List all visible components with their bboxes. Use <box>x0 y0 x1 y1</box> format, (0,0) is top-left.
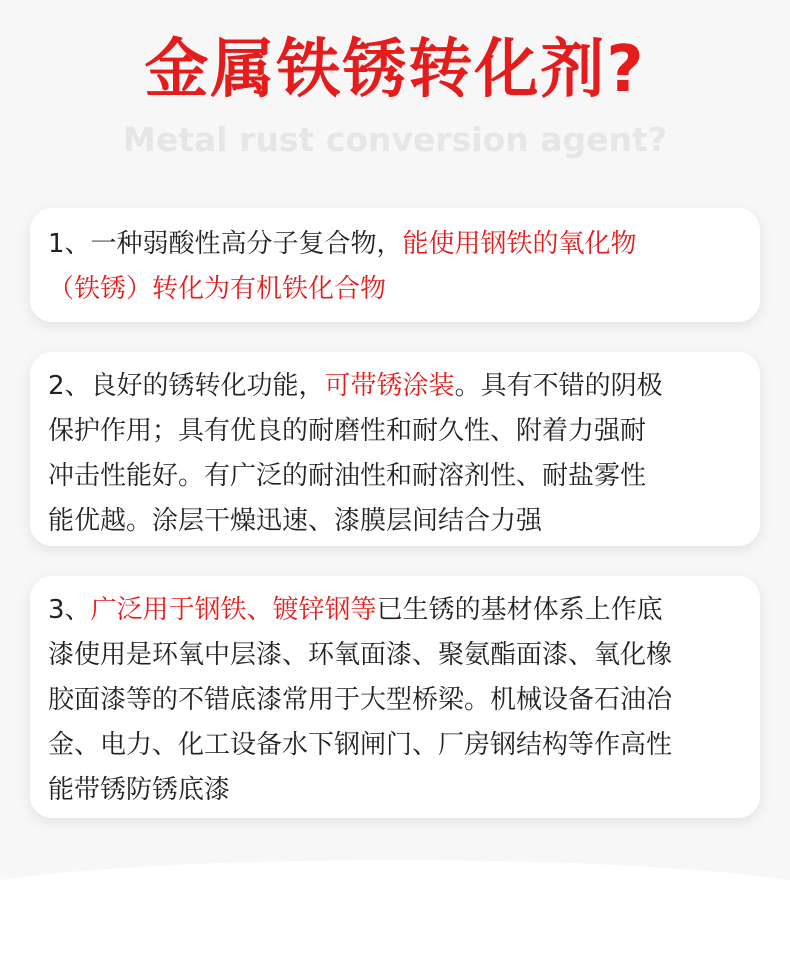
card-2-line-4-text: 能优越。涂层干燥迅速、漆膜层间结合力强 <box>48 506 543 536</box>
card-3-line-4-text: 金、电力、化工设备水下钢闸门、厂房钢结构等作高性 <box>48 730 673 760</box>
card-3-line-1-highlight: 广泛用于钢铁、镀锌钢等 <box>90 595 377 625</box>
page-title: 金属铁锈转化剂? <box>144 33 646 107</box>
bottom-wave-decoration <box>0 860 790 980</box>
card-1-line-1-text: 1、一种弱酸性高分子复合物， <box>48 229 403 259</box>
page-subtitle: Metal rust conversion agent? <box>123 120 667 159</box>
card-2-line-2-text: 保护作用；具有优良的耐磨性和耐久性、附着力强耐 <box>48 416 647 446</box>
card-3-text <box>48 588 742 813</box>
card-2-text <box>48 364 742 544</box>
card-3-line-2-text: 漆使用是环氧中层漆、环氧面漆、聚氨酯面漆、氧化橡 <box>48 640 673 670</box>
card-1-text <box>48 222 742 312</box>
info-card-2 <box>30 352 760 546</box>
info-card-3 <box>30 576 760 818</box>
card-2-line-1-text-a: 2、良好的锈转化功能， <box>48 371 325 401</box>
card-2-line-1-highlight: 可带锈涂装 <box>324 371 455 401</box>
info-card-1 <box>30 208 760 322</box>
card-1-line-2-highlight: （铁锈）转化为有机铁化合物 <box>48 274 387 304</box>
card-2-line-3-text: 冲击性能好。有广泛的耐油性和耐溶剂性、耐盐雾性 <box>48 461 647 491</box>
card-2-line-1-text-b: 。具有不错的阴极 <box>454 371 663 401</box>
card-3-line-1-text-a: 3、 <box>48 595 91 625</box>
card-3-line-3-text: 胶面漆等的不错底漆常用于大型桥梁。机械设备石油冶 <box>48 685 673 715</box>
card-3-line-1-text-b: 已生锈的基材体系上作底 <box>376 595 663 625</box>
card-1-line-1-highlight: 能使用钢铁的氧化物 <box>402 229 637 259</box>
card-3-line-5-text: 能带锈防锈底漆 <box>48 775 231 805</box>
